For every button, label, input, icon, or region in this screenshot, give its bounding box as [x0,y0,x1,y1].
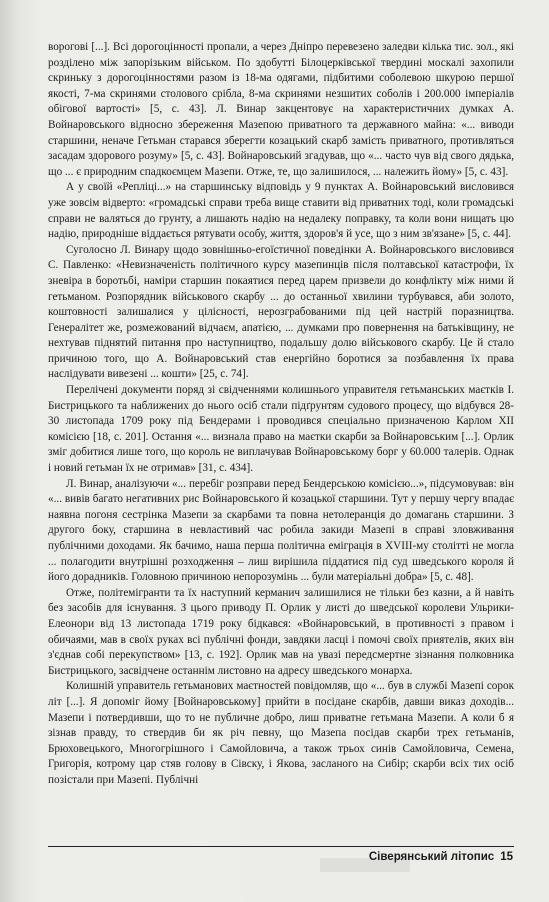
footer-rule [48,846,514,847]
paragraph-1: ворогові [...]. Всі дорогоцінності пропали, а через Дніпро перевезено заледви кілька тис. зол., які розділено між запорізьким військом. По здобутті Білоцерківської твердині москалі захопили скриньку з дорогоцінностями разом із 18-ма одягами, підбитими соболевою шкурою першої якості, 7-ма скринями столового срібла, 8-ма скринями незшитих соболів і 200.000 імперіалів обігової вартості» [5, с. 43]. Л. Винар закцентовує на характеристичних думках А. Войнаровського відносно збереження Мазепою приватного та державного майна: «... виводи старшини, неначе Гетьман старався зберегти козацький скарб замість приватного, противляться засадам здорового розуму» [5, с. 43]. Войнаровський згадував, що «... часто чув від свого дядька, що ... є природним спадкоємцем Мазепи. Отже, те, що залишилося, ... належить йому» [5, с. 43]. [48,41,514,178]
page-number: 15 [500,851,513,863]
paragraph-3: Суголосно Л. Винару щодо зовнішньо-егоїстичної поведінки А. Войнаровського висловився С. Павленко: «Невизначеність політичного курсу мазепинців після полтавської катастрофи, їх зневіра в боротьбі, наміри старшин покаятися перед царем призвели до конфлікту між ними й гетьманом. Розпорядник військового скарбу ... до останньої хвилини турбувався, аби золото, коштовності залишалися у цілісності, нерозграбованими під цей настрій поразництва. Генералітет же, розмежований відчаєм, апатією, ... думками про повернення на батьківщину, не нехтував піднятий питання про наступництво, подальшу долю військового скарбу. Це й стало причиною того, що А. Войнаровський став енергійно боротися за позбавлення їх права наслідувати вивезені ... кошти» [25, с. 74]. [48,243,514,381]
page-footer [369,851,513,863]
paragraph-7: Колишній управитель гетьманових маєтностей повідомляв, що «... був в службі Мазепі сорок літ [...]. Я допоміг йому [Войнаровському] прийти в посідане скарбів, давши виказ доходів... Мазепи і потвердивши, що то не публичне добро, лиш приватне гетьмана Мазепи. А коли б я зізнав правду, то ствердив би як річ певну, що Мазепа посідав скарби трех гетьманів, Брюховецького, Многогрішного і Самойловича, а також трьох синів Самойловича, Семена, Григорія, котрому цар стяв голову в Сівску, і Якова, засланого на Сибір; скарби всіх тих осіб позістали при Мазепі. Публічні [48,680,514,786]
body-text [48,40,514,789]
paragraph-4: Перелічені документи поряд зі свідченнями колишнього управителя гетьманських маєтків І. Бистрицького та наближених до нього осіб стали підґрунтям судового процесу, що відбувся 28-30 листопада 1709 року під Бендерами і проводився спеціально призначеною Карлом XII комісією [18, с. 201]. Остання «... визнала право на маєтки скарби за Войнаровським [...]. Орлик зміг добитися лише того, що король не виплачував Войнаровському борг у 60.000 талерів. Однак і новий гетьман їх не отримав» [31, с. 434]. [48,384,514,475]
paragraph-5: Л. Винар, аналізуючи «... перебіг розправи перед Бендерською комісією...», підсумовував: він «... вивів багато негативних рис Войнаровського й козацької старшини. Тут у першу чергу впадає наявна погоня сестрінка Мазепи за скарбами та повна нетолеранція до домагань старшини. З другого боку, старшина в невластивий час робила закиди Мазепі в справі зловживання публічними доходами. Як бачимо, наша перша політична еміграція в XVIII-му столітті не могла ... полагодити внутрішні розходження – лиш вирішила піддатися під суд шведського короля й його дорадників. Головною причиною непорозумінь ... були матеріальні добра» [5, с. 48]. [48,477,514,584]
paragraph-2: А у своїй «Репліці...» на старшинську відповідь у 9 пунктах А. Войнаровський висловився уже зовсім відверто: «громадські справи треба вище ставити від приватних тоді, коли громадські справи не валяться до грунту, а лишають надію на недалеку поправку, та коли вони нищать цю надію, природніше віддається рятувати особу, життя, здоров'я й усе, що з ним зв'язане» [5, с. 44]. [48,181,514,241]
paragraph-6: Отже, політемігранти та їх наступний керманич залишилися не тільки без казни, а й навіть без засобів для існування. З цього приводу П. Орлик у листі до шведської королеви Ульрики-Елеонори від 13 листопада 1719 року бідкався: «Войнаровський, в противності з правом і обичаями, мав в своїх руках всі публічні фонди, завдяки ласці і помочі своїх приятелів, яких він з'єднав собі перекупством» [13, с. 192]. Орлик мав на увазі передсмертне зізнання полковника Бистрицького, засвідчене останнім листовно на адресу шведського монарха. [48,586,514,677]
journal-title: Сіверянський літопис [368,851,495,863]
